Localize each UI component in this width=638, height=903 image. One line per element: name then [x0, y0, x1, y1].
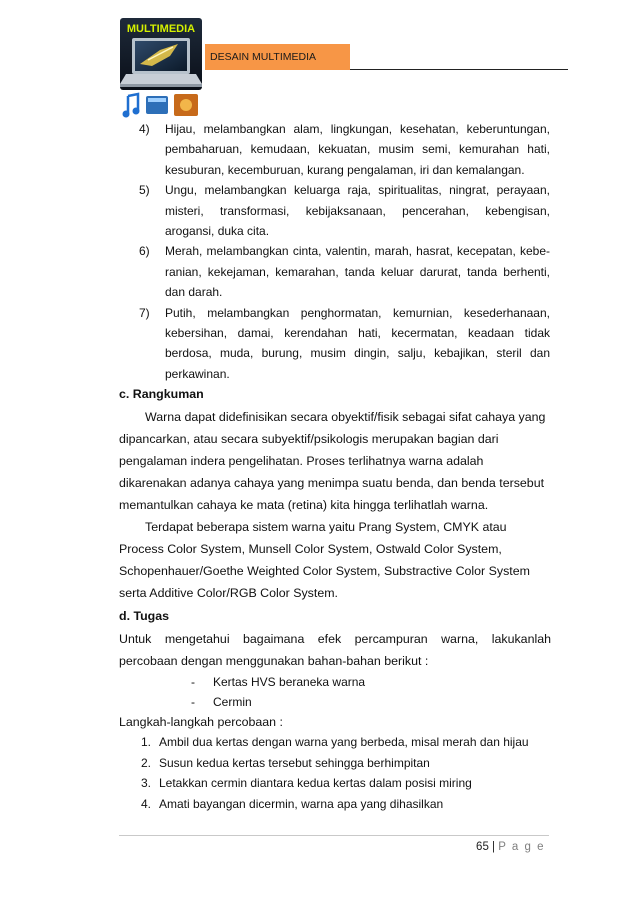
- section-rangkuman: [119, 384, 551, 604]
- materials-list: [119, 672, 551, 712]
- list-number: 5): [139, 183, 150, 198]
- list-number: 2.: [141, 755, 152, 770]
- list-item: [139, 241, 550, 302]
- logo-image: [118, 14, 204, 122]
- list-item: [119, 753, 551, 774]
- list-number: 3.: [141, 776, 152, 790]
- list-number: 1.: [141, 735, 152, 749]
- list-text: Cermin: [213, 695, 252, 709]
- list-text: Ungu, melambangkan keluarga raja, spiritualitas, ningrat, perayaan, misteri, transformasi, kebijaksanaan, pencerahan, kebengisan, arogansi, duka cita.: [165, 183, 550, 239]
- list-item: [139, 303, 550, 385]
- page-label: P a g e: [498, 841, 545, 853]
- list-number: 6): [139, 244, 150, 259]
- list-number: 4): [139, 122, 150, 136]
- multimedia-logo: [118, 14, 204, 122]
- bullet-dash: -: [191, 675, 195, 689]
- section-title: d. Tugas: [119, 609, 170, 623]
- section-title: c. Rangkuman: [119, 387, 204, 401]
- list-text: Putih, melambangkan penghormatan, kemurnian, kesederhanaan, kebersihan, damai, kerendahan hati, kecermatan, keadaan tidak berdosa, muda, burung, musim dingin, salju, kebajikan, steril dan perkawinan.: [165, 305, 550, 381]
- list-item: [119, 773, 551, 794]
- list-text: Hijau, melambangkan alam, lingkungan, kesehatan, keberuntungan, pembaharuan, kemudaan, kekuatan, musim semi, kemurahan hati, kesuburan, kecemburuan, kurang pengalaman, iri dan kemalangan.: [165, 122, 550, 177]
- list-text: Ambil dua kertas dengan warna yang berbeda, misal merah dan hijau: [159, 735, 529, 749]
- footer-rule: [119, 835, 549, 836]
- logo-text: MULTIMEDIA: [126, 23, 196, 35]
- bullet-dash: -: [191, 695, 195, 709]
- list-item: [119, 692, 551, 712]
- page-footer: [476, 841, 545, 853]
- steps-list: [119, 732, 551, 814]
- list-text: Merah, melambangkan cinta, valentin, marah, hasrat, kecepatan, kebe-ranian, kekejaman, kemarahan, tanda keluar darurat, tanda berhenti, dan darah.: [165, 244, 550, 300]
- list-item: [139, 119, 550, 180]
- list-item: [119, 732, 551, 753]
- section-tugas: [119, 606, 551, 814]
- paragraph: Terdapat beberapa sistem warna yaitu Prang System, CMYK atau Process Color System, Munsell Color System, Ostwald Color System, Schopenhauer/Goethe Weighted Color System, Substractive Color System serta Additive Color/RGB Color System.: [119, 520, 530, 600]
- list-text: Amati bayangan dicermin, warna apa yang dihasilkan: [159, 796, 444, 811]
- list-item: [139, 180, 550, 241]
- paragraph: Warna dapat didefinisikan secara obyektif/fisik sebagai sifat cahaya yang dipancarkan, atau secara subyektif/psikologis merupakan bagian dari pengalaman indera pengelihatan. Proses terlihatnya warna adalah dikarenakan adanya cahaya yang menimpa suatu benda, dan benda tersebut memantulkan cahaya ke mata (retina) kita hingga terlihatlah warna.: [119, 410, 546, 512]
- list-item: [119, 672, 551, 692]
- list-number: 7): [139, 305, 150, 320]
- list-number: 4.: [141, 796, 152, 811]
- footer-separator: |: [492, 841, 496, 853]
- color-meaning-list: [139, 119, 550, 384]
- list-item: [119, 794, 551, 815]
- list-text: Susun kedua kertas tersebut sehingga berhimpitan: [159, 755, 430, 770]
- list-text: Kertas HVS beraneka warna: [213, 675, 366, 689]
- list-text: Letakkan cermin diantara kedua kertas dalam posisi miring: [159, 776, 472, 790]
- page-number: 65: [476, 841, 489, 853]
- header-tab: DESAIN MULTIMEDIA: [205, 44, 350, 70]
- steps-heading: Langkah-langkah percobaan :: [119, 715, 283, 729]
- header-rule: [350, 69, 568, 70]
- paragraph: Untuk mengetahui bagaimana efek percampuran warna, lakukanlah percobaan dengan menggunakan bahan-bahan berikut :: [119, 632, 551, 668]
